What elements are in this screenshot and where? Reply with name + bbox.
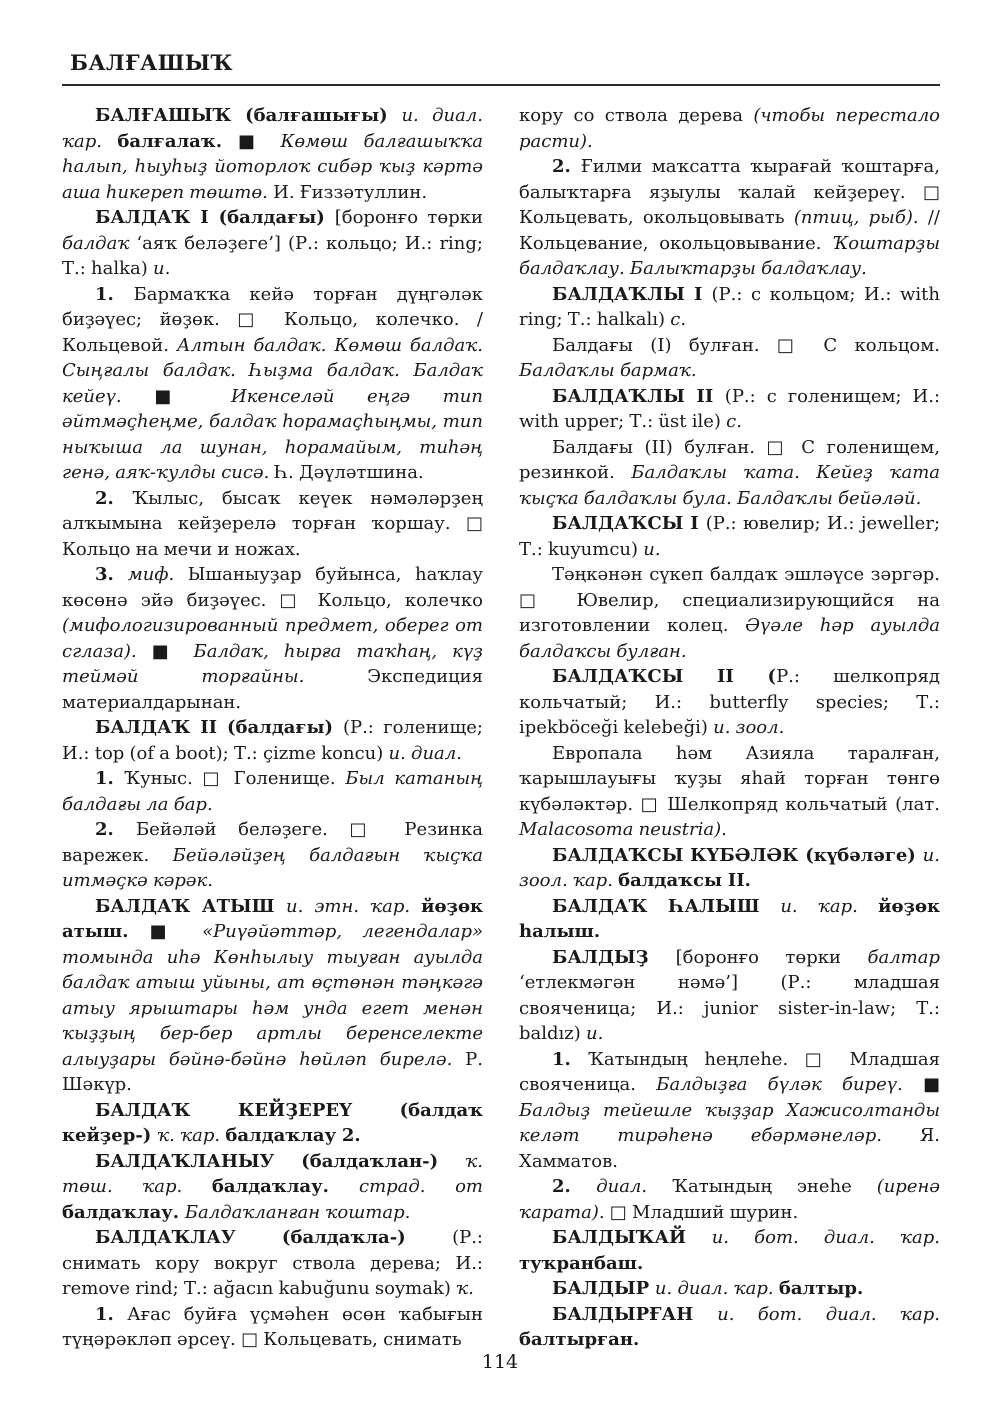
text-segment: и. ҡар. bbox=[780, 895, 879, 917]
text-segment: йөҙөк атыш. bbox=[62, 895, 483, 942]
text-segment: ‘етлекмәгән нәмә’] (Р.: младшая свояченица; И.: junior sister-in-law; Т.: baldız) bbox=[519, 972, 940, 1044]
paragraph bbox=[519, 1276, 940, 1302]
paragraph bbox=[519, 333, 940, 384]
text-segment: Балдағы (I) булған. □ С кольцом. bbox=[552, 334, 940, 356]
text-segment: балдаҡлау. bbox=[211, 1176, 359, 1197]
text-segment: БАЛДАҠСЫ I bbox=[552, 513, 706, 534]
paragraph bbox=[519, 384, 940, 435]
text-segment: БАЛДАҠСЫ II ( bbox=[552, 666, 777, 687]
paragraph bbox=[62, 894, 483, 1098]
text-segment: БАЛДАҠЛЫ I bbox=[552, 283, 712, 305]
text-segment: с. bbox=[726, 411, 742, 432]
text-segment: Балдағы (II) булған. □ С голенищем, резинкой. bbox=[519, 436, 940, 483]
text-segment: и. зоол. ҡар. bbox=[519, 844, 940, 891]
paragraph bbox=[519, 511, 940, 562]
text-segment: йөҙөк һалыш. bbox=[519, 895, 941, 942]
text-segment: ■ bbox=[154, 385, 232, 407]
text-segment: Көмөш балғашыҡҡа һалып, һыуһыҙ йоторлоҡ сибәр ҡыҙ кәртә аша һикереп төштө. bbox=[62, 130, 484, 203]
text-segment: (птиц, рыб). bbox=[793, 207, 928, 228]
paragraph bbox=[62, 715, 483, 766]
header-rule bbox=[62, 84, 940, 86]
text-segment: Р.: шелкопряд кольчатый; И.: butterfly species; Т.: ipekböceği kelebeği) bbox=[519, 666, 940, 738]
text-segment: Балдыҙ тейешле ҡыҙҙар Хажисолтанды келәт тирәһенә ебәрмәнеләр. bbox=[519, 1099, 940, 1146]
text-segment: Һ. Дәүләтшина. bbox=[274, 462, 424, 483]
text-segment: (Р.: снимать кору вокруг ствола дерева; И.: remove rind; Т.: ağacın kabuğunu soymak) bbox=[62, 1227, 483, 1299]
text-segment: □ Младший шурин. bbox=[609, 1201, 799, 1223]
text-segment: Ҡатындың һеңлеһе. □ Младшая свояченица. bbox=[519, 1048, 940, 1095]
running-head: БАЛҒАШЫҠ bbox=[70, 50, 233, 75]
paragraph bbox=[62, 103, 483, 205]
text-segment: 2. bbox=[95, 819, 136, 840]
text-segment: Ғилми маҡсатта ҡырағай ҡоштарға, балыҡтарға яҙыулы ҡалай кейҙереү. □ Кольцевать, окольцовывать bbox=[519, 156, 940, 228]
text-segment: БАЛДЫР bbox=[552, 1278, 655, 1299]
text-segment: БАЛДЫРҒАН bbox=[552, 1303, 718, 1325]
paragraph bbox=[62, 562, 483, 715]
text-segment: диал. bbox=[596, 1176, 672, 1197]
text-segment: 2. bbox=[552, 156, 581, 177]
text-segment: балдаҡлау 2. bbox=[225, 1125, 361, 1146]
text-segment: и. bbox=[643, 538, 661, 560]
paragraph bbox=[519, 894, 940, 945]
text-segment: БАЛДАҠ АТЫШ bbox=[95, 895, 287, 917]
text-segment: ■ bbox=[151, 640, 194, 662]
paragraph bbox=[519, 282, 940, 333]
text-segment: БАЛДАҠ ҺАЛЫШ bbox=[552, 895, 781, 917]
text-segment: (Р.: с кольцом; И.: with ring; Т.: halkalı) bbox=[519, 283, 940, 330]
text-segment: кору со ствола дерева bbox=[519, 105, 754, 126]
text-segment: балдаҡ bbox=[62, 232, 137, 254]
text-segment: балдаҡлау. bbox=[62, 1201, 185, 1223]
text-segment: балтар bbox=[867, 946, 941, 968]
text-segment: и. диал. ҡар. bbox=[62, 105, 483, 152]
text-segment: БАЛДАҠЛЫ II bbox=[552, 385, 725, 407]
paragraph bbox=[62, 486, 483, 563]
text-segment: Икенселәй еңгә тип әйтмәҫһеңме, балдаҡ һорамаҫһыңмы, тип ныҡыша ла шунан, һорамайым, тиһәң генә, аяҡ-ҡулды сисә. bbox=[62, 385, 483, 483]
text-segment: и. бот. диал. ҡар. bbox=[711, 1227, 941, 1248]
text-segment: 2. bbox=[552, 1176, 597, 1197]
page-number: 114 bbox=[481, 1351, 519, 1373]
text-segment: И. Ғиззәтуллин. bbox=[273, 181, 428, 203]
text-segment: Тәңкәнән сүкеп балдаҡ эшләүсе зәргәр. □ Ювелир, специализирующийся на изготовлении колец. bbox=[519, 564, 940, 636]
paragraph bbox=[62, 817, 483, 894]
text-segment: балтырған. bbox=[519, 1329, 640, 1350]
text-segment: [боронғо төрки bbox=[675, 946, 868, 968]
text-segment: и. bbox=[152, 258, 171, 279]
paragraph bbox=[62, 205, 483, 282]
text-segment: ■ bbox=[149, 921, 203, 942]
text-segment: [боронғо төрки bbox=[334, 207, 483, 228]
text-segment: БАЛДАҠ I (балдағы) bbox=[95, 207, 335, 228]
text-segment: ҡ. bbox=[456, 1278, 474, 1299]
paragraph bbox=[519, 843, 940, 894]
text-segment: Ҡатындың энеһе bbox=[671, 1176, 877, 1197]
text-segment: (чтобы перестало расти). bbox=[519, 105, 940, 152]
paragraph bbox=[519, 1225, 940, 1276]
text-segment: Р. Шәкүр. bbox=[62, 1048, 483, 1095]
text-segment: и. этн. ҡар. bbox=[286, 895, 422, 917]
text-segment: и. диал. ҡар. bbox=[654, 1278, 779, 1299]
text-segment: Экспедиция материалдарынан. bbox=[62, 666, 483, 713]
paragraph bbox=[519, 741, 940, 843]
paragraph bbox=[62, 282, 483, 486]
text-segment: Бейәләй беләҙеге. □ Резинка варежек. bbox=[62, 819, 483, 866]
text-segment: ҡ. ҡар. bbox=[157, 1125, 226, 1146]
text-segment: Балдаҡланған ҡоштар. bbox=[184, 1201, 411, 1223]
text-segment: 2. bbox=[95, 487, 133, 509]
text-segment: Я. Хамматов. bbox=[519, 1125, 940, 1172]
text-segment: ■ bbox=[922, 1074, 940, 1095]
text-segment: ҡ. төш. ҡар. bbox=[62, 1150, 483, 1197]
text-segment: Бармаҡҡа кейә торған дүңгәләк биҙәүес; йөҙөк. □ Кольцо, колечко. / Кольцевой. bbox=[62, 283, 483, 356]
text-segment: 3. bbox=[95, 564, 128, 585]
text-segment: 1. bbox=[95, 1303, 128, 1325]
text-segment: Ҡылыс, бысаҡ кеүек нәмәләрҙең алҡымына кейҙерелә торған ҡоршау. □ Кольцо на мечи и ножах. bbox=[62, 487, 484, 560]
paragraph bbox=[519, 1047, 940, 1175]
text-segment: (Р.: голенище; И.: top (of a boot); Т.: çizme koncu) bbox=[62, 717, 483, 764]
text-segment: БАЛДАҠЛАУ (балдаҡла-) bbox=[95, 1227, 453, 1248]
text-segment: страд. от bbox=[358, 1176, 483, 1197]
text-segment: туҡранбаш. bbox=[519, 1252, 644, 1274]
text-segment: балдаҡсы II. bbox=[618, 870, 751, 891]
text-segment: (Р.: ювелир; И.: jeweller; Т.: kuyumcu) bbox=[519, 513, 941, 560]
text-segment: БАЛДАҠСЫ КҮБӘЛӘК (күбәләге) bbox=[552, 844, 923, 866]
text-segment: миф. bbox=[127, 564, 188, 585]
text-segment: Ҡуныс. □ Голенище. bbox=[124, 768, 346, 789]
text-segment: и. bbox=[586, 1023, 604, 1044]
text-segment: Malacosoma neustria). bbox=[519, 819, 727, 840]
paragraph bbox=[519, 1174, 940, 1225]
left-column bbox=[62, 103, 483, 1353]
right-column bbox=[519, 103, 940, 1353]
text-segment: БАЛДЫҘ bbox=[552, 946, 676, 968]
paragraph bbox=[62, 1225, 483, 1302]
text-segment: БАЛДАҠ КЕЙҘЕРЕҮ (балдаҡ кейҙер-) bbox=[62, 1099, 483, 1146]
text-segment: Европала һәм Азияла таралған, ҡарышлауығы ҡуҙы яһай торған төнгө күбәләктәр. □ Шелкопряд кольчатый (лат. bbox=[519, 742, 940, 815]
paragraph bbox=[519, 562, 940, 664]
text-segment: и. бот. диал. ҡар. bbox=[717, 1303, 940, 1325]
text-segment: Балдаҡлы ҡата. Кейеҙ ҡата ҡыҫҡа балдаҡлы була. Балдаҡлы бейәләй. bbox=[519, 462, 941, 509]
paragraph bbox=[62, 1098, 483, 1149]
text-segment: Ағас буйға үҫмәһен өсөн ҡабығын түңәрәкләп әрсеү. □ Кольцевать, снимать bbox=[62, 1303, 483, 1350]
text-segment: Бейәләйҙең балдағын ҡыҫҡа итмәҫкә кәрәк. bbox=[62, 844, 483, 891]
text-segment: ‘аяҡ беләҙеге’] (Р.: кольцо; И.: ring; Т.: halka) bbox=[62, 232, 483, 279]
text-segment: балғалаҡ. bbox=[117, 130, 238, 152]
paragraph bbox=[62, 1302, 483, 1353]
paragraph bbox=[519, 945, 940, 1047]
text-columns bbox=[62, 103, 940, 1353]
text-segment: Әүәле һәр ауылда балдаҡсы булған. bbox=[519, 615, 940, 662]
paragraph bbox=[519, 154, 940, 282]
text-segment: 1. bbox=[552, 1048, 588, 1070]
text-segment: Балдыҙға бүләк биреү. bbox=[656, 1074, 923, 1095]
text-segment: БАЛҒАШЫҠ (балғашығы) bbox=[95, 105, 402, 126]
text-segment: (мифологизированный предмет, оберег от сглаза). bbox=[62, 615, 483, 662]
text-segment: 1. bbox=[95, 283, 134, 305]
text-segment: (иренә ҡарата). bbox=[519, 1176, 940, 1223]
text-segment: и. диал. bbox=[388, 742, 462, 764]
paragraph bbox=[62, 1149, 483, 1226]
text-segment: с. bbox=[670, 309, 687, 330]
text-segment: (Р.: с голенищем; И.: with upper; Т.: üst ile) bbox=[519, 385, 941, 432]
text-segment: Ышаныуҙар буйынса, һаҡлау көсөнә эйә биҙәүес. □ Кольцо, колечко bbox=[62, 564, 483, 611]
text-segment: «Риүәйәттәр, легендалар» томында иһә Көнһылыу тыуған ауылда балдаҡ атыш уйыны, ат өҫтөнән тәңкәгә атыу ярыштары һәм унда егет менән ҡыҙҙың бер-бер артлы беренселекте алыуҙары бәйнә-бәйнә һөйләп бирелә. bbox=[62, 921, 483, 1070]
paragraph bbox=[62, 766, 483, 817]
paragraph bbox=[519, 103, 940, 154]
text-segment: БАЛДЫҠАЙ bbox=[552, 1227, 712, 1248]
text-segment: БАЛДАҠ II (балдағы) bbox=[95, 717, 343, 738]
text-segment: Ҡоштарҙы балдаҡлау. Балыҡтарҙы балдаҡлау. bbox=[519, 232, 940, 279]
text-segment: 1. bbox=[95, 768, 125, 789]
paragraph bbox=[519, 664, 940, 741]
text-segment: БАЛДАҠЛАНЫУ (балдаҡлан-) bbox=[95, 1150, 466, 1172]
text-segment: Алтын балдаҡ. Көмөш балдаҡ. Сыңғалы балдаҡ. Һыҙма балдаҡ. Балдаҡ кейеү. bbox=[62, 334, 484, 407]
text-segment: // Кольцевание, окольцовывание. bbox=[519, 207, 940, 254]
text-segment: ■ bbox=[237, 130, 281, 152]
text-segment: Балдаҡ, һырға таҡһаң, күҙ теймәй торғайны. bbox=[62, 640, 483, 687]
paragraph bbox=[519, 1302, 940, 1353]
text-segment: балтыр. bbox=[778, 1278, 864, 1299]
paragraph bbox=[519, 435, 940, 512]
text-segment: Балдаҡлы бармаҡ. bbox=[519, 360, 697, 381]
page-header bbox=[62, 50, 940, 86]
text-segment: и. зоол. bbox=[713, 717, 785, 738]
text-segment: Был катаның балдағы ла бар. bbox=[62, 768, 483, 815]
